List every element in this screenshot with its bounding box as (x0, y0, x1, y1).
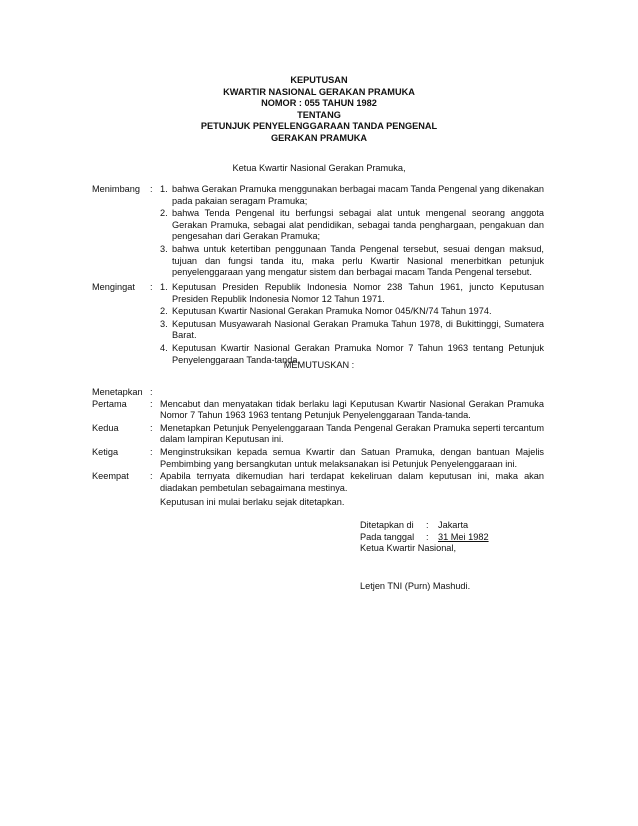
mengingat-item (92, 306, 544, 318)
colon: : (150, 446, 153, 457)
menetapkan-item-label: Keempat (92, 471, 129, 482)
menimbang-item (92, 244, 544, 279)
menetapkan-label: Menetapkan (92, 387, 143, 397)
title-line-3: NOMOR : 055 TAHUN 1982 (261, 98, 377, 109)
title-line-6: GERAKAN PRAMUKA (271, 132, 367, 143)
mengingat-item (92, 319, 544, 342)
item-number: 2. (160, 208, 168, 219)
item-text: Mencabut dan menyatakan tidak berlaku lagi Keputusan Kwartir Nasional Gerakan Pramuka Nomor 7 Tahun 1963 1963 tentang Petunjuk Penyelenggaraan Tanda-tanda. (160, 398, 544, 421)
mengingat-label: Mengingat (92, 282, 135, 292)
item-text: bahwa untuk ketertiban penggunaan Tanda Pengenal tersebut, sesuai dengan maksud, tujuan dan fungsi tanda itu, maka perlu Kwartir Nasional menerbitkan petunjuk penyelenggaraan yang mengatur sistem dan berbagai macam Tanda Pengenal tersebut. (172, 243, 544, 278)
item-text: Keputusan Presiden Republik Indonesia Nomor 238 Tahun 1961, juncto Keputusan Presiden Republik Indonesia Nomor 12 Tahun 1971. (172, 282, 544, 304)
item-text: Keputusan Kwartir Nasional Gerakan Pramuka Nomor 7 Tahun 1963 tentang Petunjuk Penyelenggaraan Tanda-tanda. (172, 342, 544, 365)
item-text: Menetapkan Petunjuk Penyelenggaraan Tanda Pengenal Gerakan Pramuka seperti tercantum dalam lampiran Keputusan ini. (160, 422, 544, 445)
colon: : (150, 471, 153, 482)
item-number: 3. (160, 243, 168, 254)
item-number: 1. (160, 184, 168, 194)
menimbang-item (92, 184, 544, 207)
ketua-line: Ketua Kwartir Nasional Gerakan Pramuka, (232, 163, 406, 173)
menimbang-label: Menimbang (92, 184, 141, 194)
item-number: 4. (160, 342, 168, 353)
colon: : (150, 282, 153, 292)
signer-title: Ketua Kwartir Nasional, (360, 543, 457, 554)
item-number: 3. (160, 318, 168, 329)
item-text: bahwa Tenda Pengenal itu berfungsi sebagai alat untuk mengenal seorang anggota Gerakan Pramuka, sebagai alat pendidikan, sebagai tanda penghargaan, pengakuan dan pengesahan dari Gerakan Pramuka; (172, 208, 544, 242)
menimbang-section (92, 184, 544, 280)
menetapkan-item-label: Kedua (92, 422, 119, 433)
menetapkan-row (92, 387, 544, 399)
title-line-1: KEPUTUSAN (290, 75, 348, 85)
menetapkan-item (92, 399, 544, 422)
item-text: bahwa Gerakan Pramuka menggunakan berbagai macam Tanda Pengenal yang dikenakan pada pakaian seragam Pramuka; (172, 184, 544, 206)
document-title (0, 75, 638, 145)
date-label: Pada tanggal (360, 531, 415, 542)
signer-name: Letjen TNI (Purn) Mashudi. (360, 581, 471, 591)
colon: : (150, 387, 153, 397)
colon: : (426, 531, 429, 542)
closing-statement: Keputusan ini mulai berlaku sejak ditetapkan. (160, 497, 345, 507)
colon: : (150, 398, 153, 409)
menimbang-item (92, 208, 544, 243)
place-row (360, 520, 489, 532)
title-line-5: PETUNJUK PENYELENGGARAAN TANDA PENGENAL (200, 121, 438, 132)
title-line-4: TENTANG (297, 109, 341, 120)
date-row (360, 532, 489, 544)
menetapkan-item (92, 423, 544, 446)
item-number: 1. (160, 282, 168, 292)
colon: : (150, 184, 153, 194)
menetapkan-item (92, 447, 544, 470)
memutuskan-heading: MEMUTUSKAN : (283, 360, 355, 370)
date-value: 31 Mei 1982 (438, 531, 489, 542)
menetapkan-item (92, 471, 544, 494)
item-text: Keputusan Kwartir Nasional Gerakan Pramuka Nomor 045/KN/74 Tahun 1974. (172, 306, 492, 317)
item-text: Menginstruksikan kepada semua Kwartir dan Satuan Pramuka, dengan bantuan Majelis Pembimbing yang bersangkutan untuk melaksanakan isi Petunjuk Penyelenggaraan ini. (160, 446, 544, 469)
menetapkan-section (92, 387, 544, 495)
place-value: Jakarta (438, 520, 469, 530)
item-text: Apabila ternyata dikemudian hari terdapat kekeliruan dalam keputusan ini, maka akan diadakan pembetulan sebagaimana mestinya. (160, 471, 544, 493)
menetapkan-item-label: Ketiga (92, 446, 119, 457)
signature-block (360, 520, 489, 555)
colon: : (150, 422, 153, 433)
item-number: 2. (160, 306, 168, 317)
item-text: Keputusan Musyawarah Nasional Gerakan Pramuka Tahun 1978, di Bukittinggi, Sumatera Barat. (172, 318, 544, 341)
mengingat-section (92, 282, 544, 367)
menetapkan-item-label: Pertama (92, 398, 127, 409)
colon: : (426, 520, 429, 530)
mengingat-item (92, 282, 544, 305)
title-line-2: KWARTIR NASIONAL GERAKAN PRAMUKA (223, 86, 415, 97)
place-label: Ditetapkan di (360, 520, 414, 530)
